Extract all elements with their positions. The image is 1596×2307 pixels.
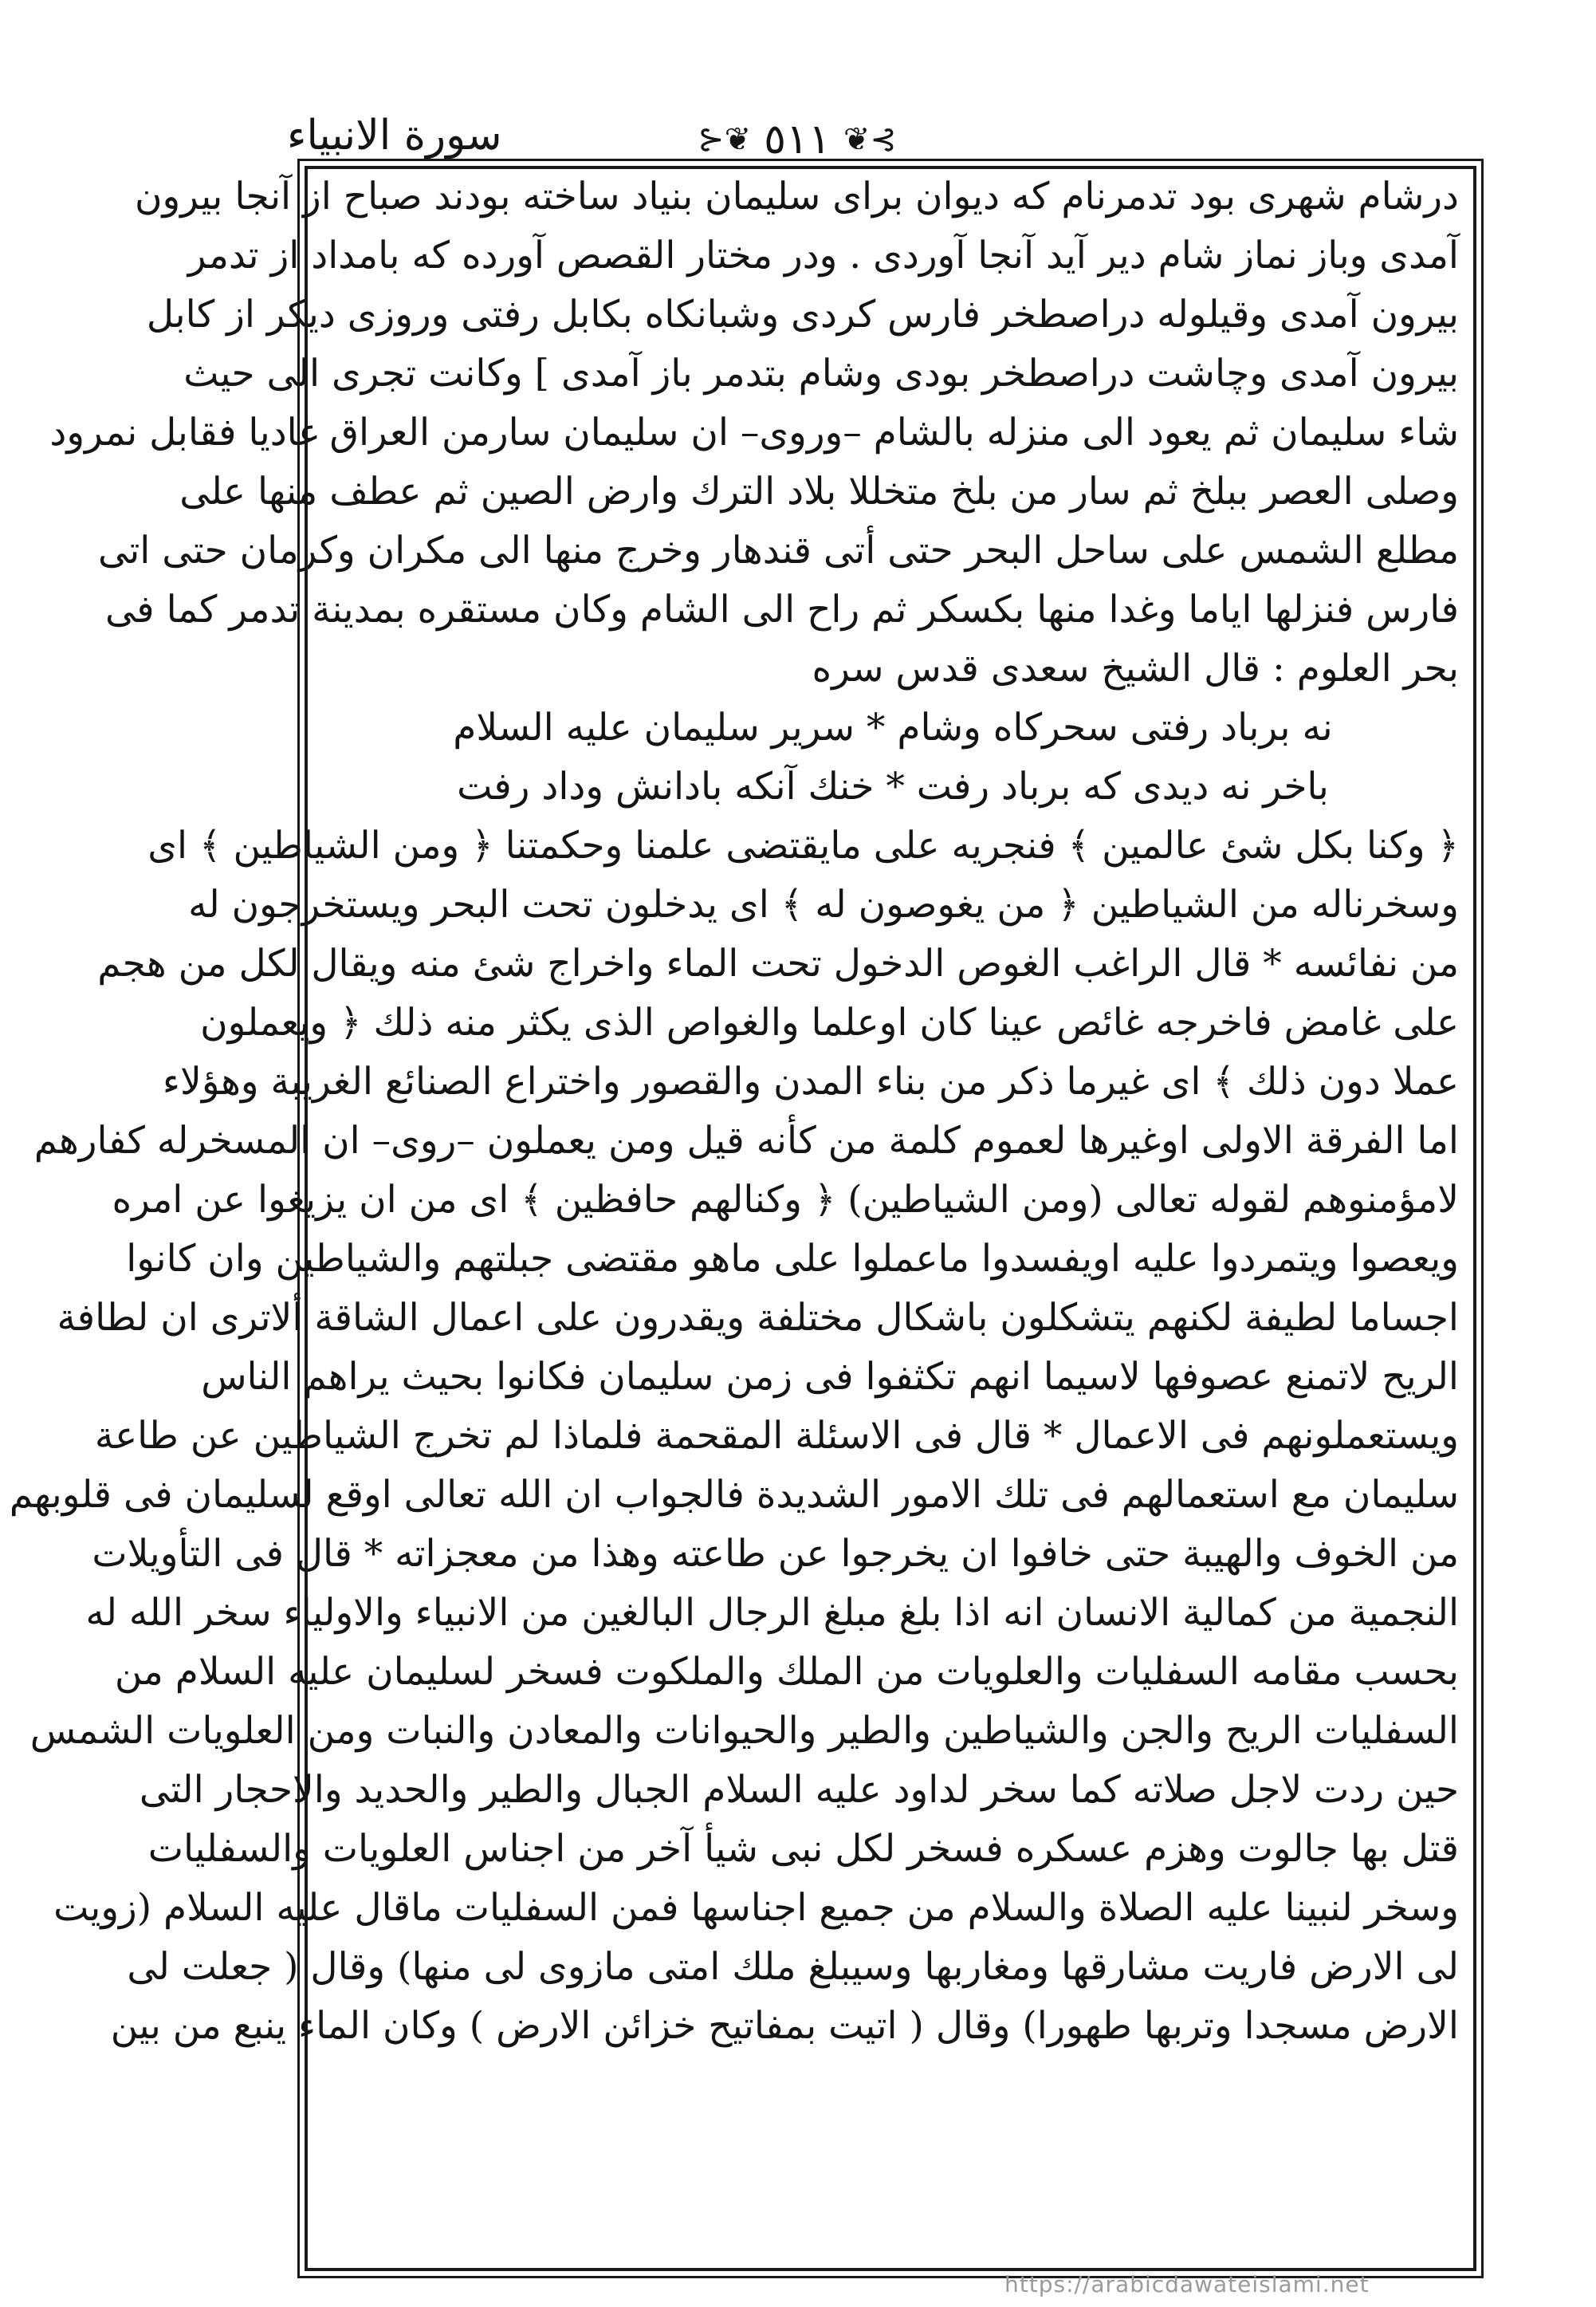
- text-line: السفليات الريح والجن والشياطين والطير والحيوانات والمعادن والنبات ومن العلويات الشمس: [29, 1709, 1459, 1753]
- text-line: لامؤمنوهم لقوله تعالى (ومن الشياطين) ﴿ وكنالهم حافظين ﴾ اى من ان يزيغوا عن امره: [112, 1178, 1459, 1222]
- text-line: آمدی وباز نماز شام دیر آید آنجا آوردی . ودر مختار القصص آورده که بامداد از تدمر: [187, 234, 1459, 278]
- text-line: مطلع الشمس على ساحل البحر حتى أتى قندهار وخرج منها الى مكران وكرمان حتى اتى: [98, 529, 1459, 573]
- page-header: [0, 0, 1596, 163]
- text-line: من الخوف والهيبة حتى خافوا ان يخرجوا عن طاعته وهذا من معجزاته * قال فى التأويلات: [92, 1532, 1459, 1576]
- page-number: ٥١١: [764, 116, 831, 163]
- text-line: ويعصوا ويتمردوا عليه اويفسدوا ماعملوا على ماهو مقتضى جبلتهم والشياطين وان كانوا: [126, 1237, 1459, 1281]
- text-line: قتل بها جالوت وهزم عسكره فسخر لكل نبى شيأ آخر من اجناس العلويات والسفليات: [147, 1827, 1459, 1871]
- poetry-verse: نه برباد رفتی سحرکاه وشام * سریر سلیمان علیه السلام: [453, 706, 1333, 750]
- page-number-group: [698, 116, 897, 163]
- poetry-verse: باخر نه دیدی که برباد رفت * خنك آنكه بادانش وداد رفت: [457, 765, 1329, 809]
- text-line: بیرون آمدی وقیلوله دراصطخر فارس کردی وشبانکاه بکابل رفتی وروزی دیکر از کابل: [146, 293, 1459, 337]
- text-line: بیرون آمدی وچاشت دراصطخر بودی وشام بتدمر باز آمدی ] وكانت تجرى الى حيث: [183, 352, 1459, 396]
- text-line: اما الفرقة الاولى اوغيرها لعموم كلمة من كأنه قيل ومن يعملون –روى– ان المسخرله كفارهم: [33, 1119, 1459, 1163]
- text-line: سليمان مع استعمالهم فى تلك الامور الشديدة فالجواب ان الله تعالى اوقع لسليمان فى قلوبهم: [9, 1473, 1459, 1517]
- text-line: ﴿ وكنا بكل شئ عالمين ﴾ فنجريه على مايقتضى علمنا وحكمتنا ﴿ ومن الشياطين ﴾ اى: [147, 824, 1459, 868]
- text-line: بحسب مقامه السفليات والعلويات من الملك والملكوت فسخر لسليمان عليه السلام من: [114, 1650, 1459, 1694]
- ornament-left-icon: ⊱❦: [698, 121, 752, 158]
- ornament-right-icon: ❦⊰: [843, 121, 897, 158]
- text-line: من نفائسه * قال الراغب الغوص الدخول تحت الماء واخراج شئ منه ويقال لكل من هجم: [97, 942, 1459, 986]
- text-line: اجساما لطيفة لكنهم يتشكلون باشكال مختلفة ويقدرون على اعمال الشاقة ألاترى ان لطافة: [57, 1296, 1459, 1340]
- text-line: الريح لاتمنع عصوفها لاسيما انهم تكثفوا فى زمن سليمان فكانوا بحيث يراهم الناس: [201, 1355, 1459, 1399]
- page-body: [9, 167, 1459, 2056]
- text-line: وسخرناله من الشياطين ﴿ من يغوصون له ﴾ اى يدخلون تحت البحر ويستخرجون له: [188, 883, 1459, 927]
- text-line: شاء سليمان ثم يعود الى منزله بالشام –وروى– ان سليمان سارمن العراق غاديا فقابل نمرود: [49, 411, 1459, 455]
- text-line: ويستعملونهم فى الاعمال * قال فى الاسئلة المقحمة فلماذا لم تخرج الشياطين عن طاعة: [94, 1414, 1459, 1458]
- text-line: النجمية من كمالية الانسان انه اذا بلغ مبلغ الرجال البالغين من الانبياء والاولياء سخر الله له: [85, 1591, 1459, 1635]
- text-line: لى الارض فاريت مشارقها ومغاربها وسيبلغ ملك امتى مازوى لى منها) وقال ( جعلت لى: [127, 1945, 1459, 1989]
- watermark-url: https://arabicdawateislami.net: [1004, 2271, 1370, 2297]
- text-line: وسخر لنبينا عليه الصلاة والسلام من جميع اجناسها فمن السفليات ماقال عليه السلام (زويت: [53, 1886, 1459, 1930]
- text-line: درشام شهری بود تدمرنام که دیوان برای سلیمان بنیاد ساخته بودند صباح از آنجا بیرون: [134, 175, 1459, 218]
- text-line: بحر العلوم : قال الشيخ سعدى قدس سره: [812, 647, 1459, 691]
- text-line: عملا دون ذلك ﴾ اى غيرما ذكر من بناء المدن والقصور واختراع الصنائع الغريبة وهؤلاء: [162, 1060, 1459, 1104]
- text-line: وصلى العصر ببلخ ثم سار من بلخ متخللا بلاد الترك وارض الصين ثم عطف منها على: [179, 470, 1459, 514]
- text-line: على غامض فاخرجه غائص عينا كان اوعلما والغواص الذى يكثر منه ذلك ﴿ ويعملون: [200, 1001, 1459, 1045]
- text-line: الارض مسجدا وتربها طهورا) وقال ( اتيت بمفاتيح خزائن الارض ) وكان الماء ينبع من بين: [110, 2004, 1459, 2048]
- surah-title: سورة الانبياء: [287, 112, 502, 159]
- text-line: حين ردت لاجل صلاته كما سخر لداود عليه السلام الجبال والطير والحديد والاحجار التى: [139, 1768, 1459, 1812]
- text-line: فارس فنزلها اياما وغدا منها بكسكر ثم راح الى الشام وكان مستقره بمدينة تدمر كما فى: [104, 588, 1459, 632]
